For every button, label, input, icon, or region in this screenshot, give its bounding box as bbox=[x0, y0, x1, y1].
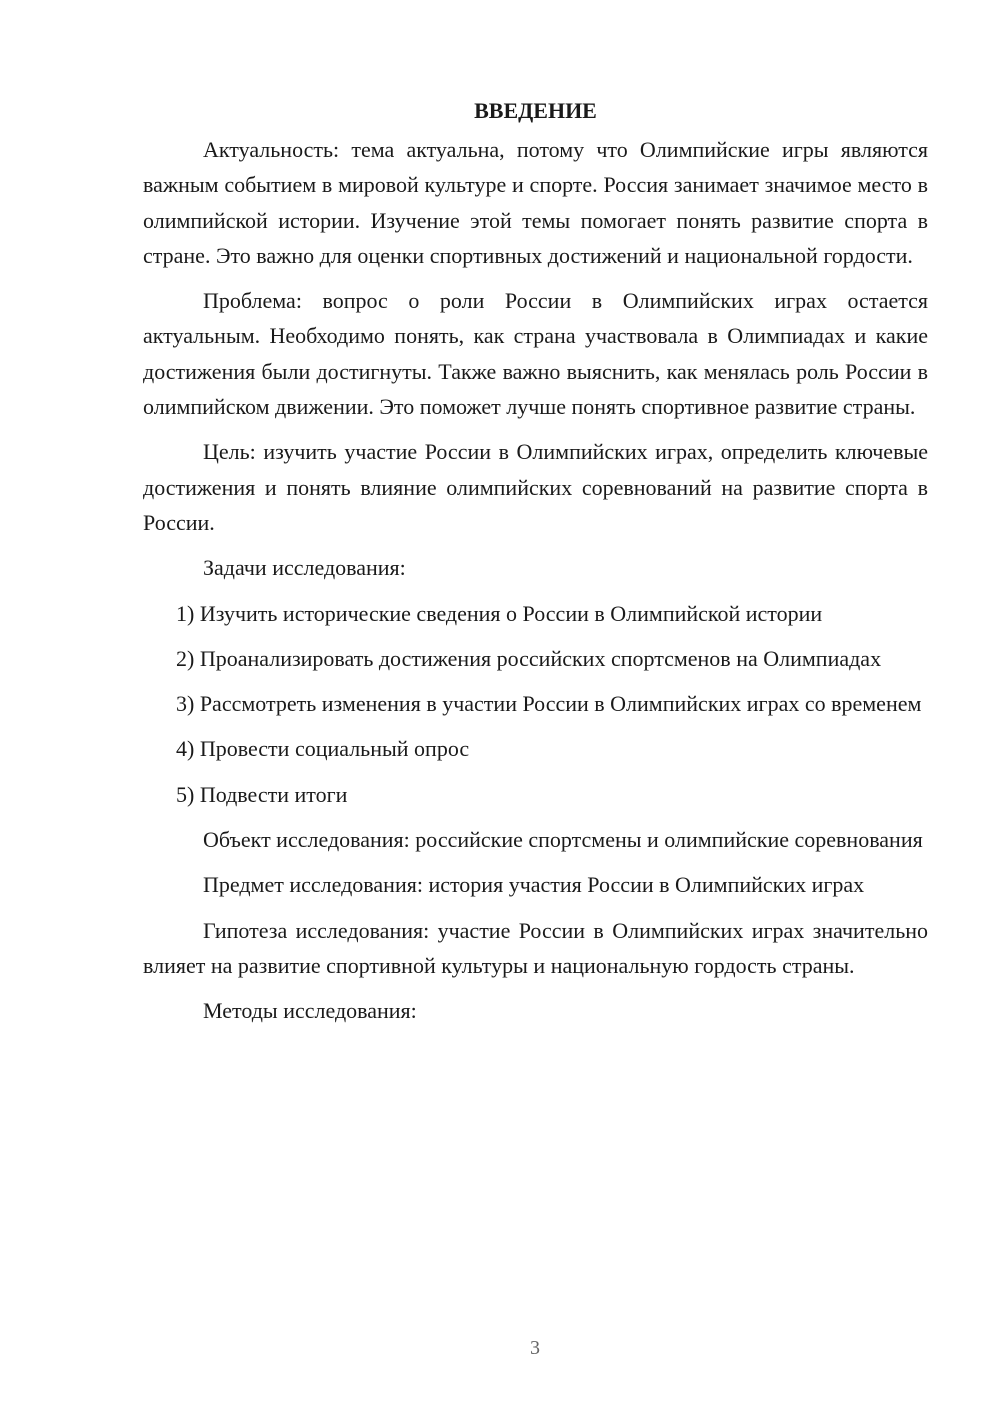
page-number: 3 bbox=[530, 1337, 540, 1359]
problem-paragraph: Проблема: вопрос о роли России в Олимпийских играх остается актуальным. Необходимо понять, как страна участвовала в Олимпиадах и какие достижения были достигнуты. Также важно выяснить, как менялась роль России в олимпийском движении. Это поможет лучше понять спортивное развитие страны. bbox=[143, 288, 928, 420]
tasks-label: Задачи исследования: bbox=[203, 555, 406, 581]
task-item: 1) Изучить исторические сведения о России в Олимпийской истории bbox=[176, 600, 823, 626]
task-item: 3) Рассмотреть изменения в участии России в Олимпийских играх со временем bbox=[176, 691, 922, 717]
object-paragraph: Объект исследования: российские спортсмены и олимпийские соревнования bbox=[203, 827, 923, 853]
hypothesis-paragraph: Гипотеза исследования: участие России в Олимпийских играх значительно влияет на развитие спортивной культуры и национальную гордость страны. bbox=[143, 917, 928, 978]
document-body bbox=[143, 93, 928, 1039]
subject-paragraph: Предмет исследования: история участия России в Олимпийских играх bbox=[203, 872, 865, 898]
task-item: 5) Подвести итоги bbox=[176, 781, 348, 807]
task-item: 4) Провести социальный опрос bbox=[176, 736, 470, 762]
relevance-paragraph: Актуальность: тема актуальна, потому что Олимпийские игры являются важным событием в мировой культуре и спорте. Россия занимает значимое место в олимпийской истории. Изучение этой темы помогает понять развитие спорта в стране. Это важно для оценки спортивных достижений и национальной гордости. bbox=[143, 137, 928, 268]
section-heading: ВВЕДЕНИЕ bbox=[474, 98, 597, 123]
goal-paragraph: Цель: изучить участие России в Олимпийских играх, определить ключевые достижения и понять влияние олимпийских соревнований на развитие спорта в России. bbox=[143, 439, 928, 535]
task-item: 2) Проанализировать достижения российских спортсменов на Олимпиадах bbox=[176, 645, 882, 671]
methods-label: Методы исследования: bbox=[203, 998, 417, 1024]
